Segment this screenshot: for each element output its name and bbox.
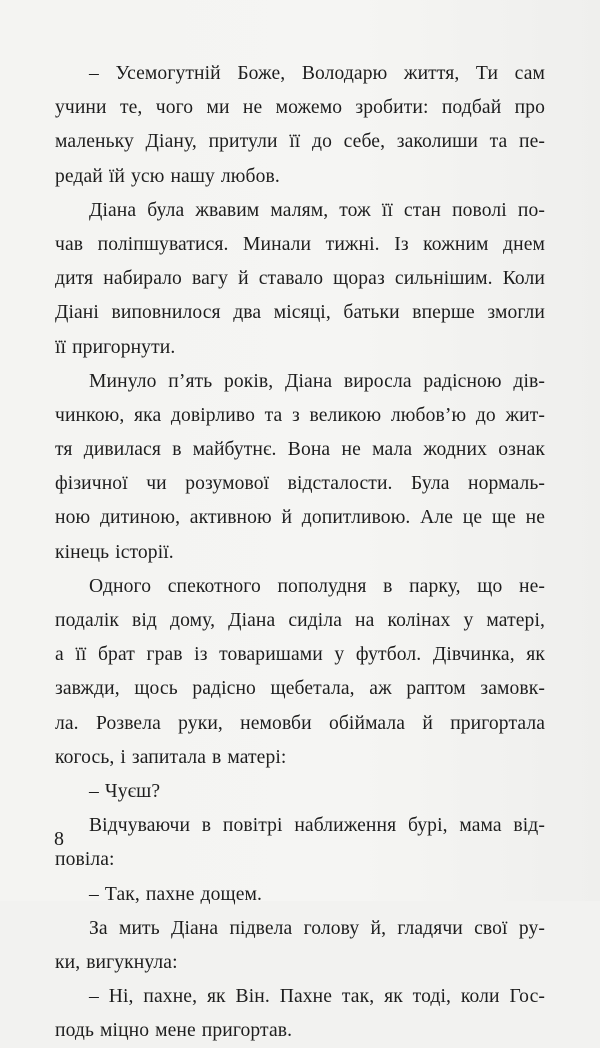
text-line: чинкою, яка довірливо та з великою любов’ю до жит- bbox=[55, 404, 545, 426]
body-text bbox=[55, 57, 545, 1048]
text-line: подалік від дому, Діана сиділа на колінах у матері, bbox=[55, 610, 545, 631]
text-line: подь міцно мене пригортав. bbox=[55, 1020, 293, 1042]
text-line: – Ні, пахне, як Він. Пахне так, як тоді, коли Гос- bbox=[89, 986, 545, 1008]
text-line: маленьку Діану, притули її до себе, заколиши та пе- bbox=[55, 131, 545, 153]
text-line: – Усемогутній Боже, Володарю життя, Ти сам bbox=[89, 63, 545, 84]
text-line: ла. Розвела руки, немовби обіймала й пригортала bbox=[55, 712, 545, 734]
page-number: 8 bbox=[54, 828, 64, 850]
text-line: За мить Діана підвела голову й, гладячи свої ру- bbox=[89, 917, 545, 939]
text-line: когось, і запитала в матері: bbox=[55, 746, 287, 768]
text-line: повіла: bbox=[55, 849, 115, 871]
text-line: фізичної чи розумової відсталости. Була нормаль- bbox=[55, 473, 545, 495]
text-line: Відчуваючи в повітрі наближення бурі, мама від- bbox=[89, 815, 545, 837]
text-line: завжди, щось радісно щебетала, аж раптом замовк- bbox=[55, 678, 545, 700]
text-line: Діані виповнилося два місяці, батьки вперше змогли bbox=[55, 302, 545, 324]
text-line: дитя набирало вагу й ставало щораз сильнішим. Коли bbox=[55, 268, 545, 290]
text-line: Минуло п’ять років, Діана виросла радісною дів- bbox=[89, 370, 545, 392]
text-line: ною дитиною, активною й допитливою. Але це ще не bbox=[55, 507, 545, 529]
text-line: а її брат грав із товаришами у футбол. Дівчинка, як bbox=[55, 644, 545, 666]
text-line: кінець історії. bbox=[55, 541, 174, 563]
text-line: Одного спекотного пополудня в парку, що не- bbox=[89, 575, 545, 597]
text-line: Діана була жвавим малям, тож її стан поволі по- bbox=[89, 199, 545, 221]
text-line: – Чуєш? bbox=[89, 780, 161, 802]
text-line: учини те, чого ми не можемо зробити: подбай про bbox=[55, 97, 545, 119]
text-line: її пригорнути. bbox=[55, 336, 176, 358]
text-line: – Так, пахне дощем. bbox=[89, 883, 262, 905]
text-line: ки, вигукнула: bbox=[55, 951, 178, 973]
text-line: чав поліпшуватися. Минали тижні. Із кожним днем bbox=[55, 233, 545, 255]
text-line: редай їй усю нашу любов. bbox=[55, 165, 280, 187]
text-line: тя дивилася в майбутнє. Вона не мала жодних ознак bbox=[55, 439, 545, 461]
